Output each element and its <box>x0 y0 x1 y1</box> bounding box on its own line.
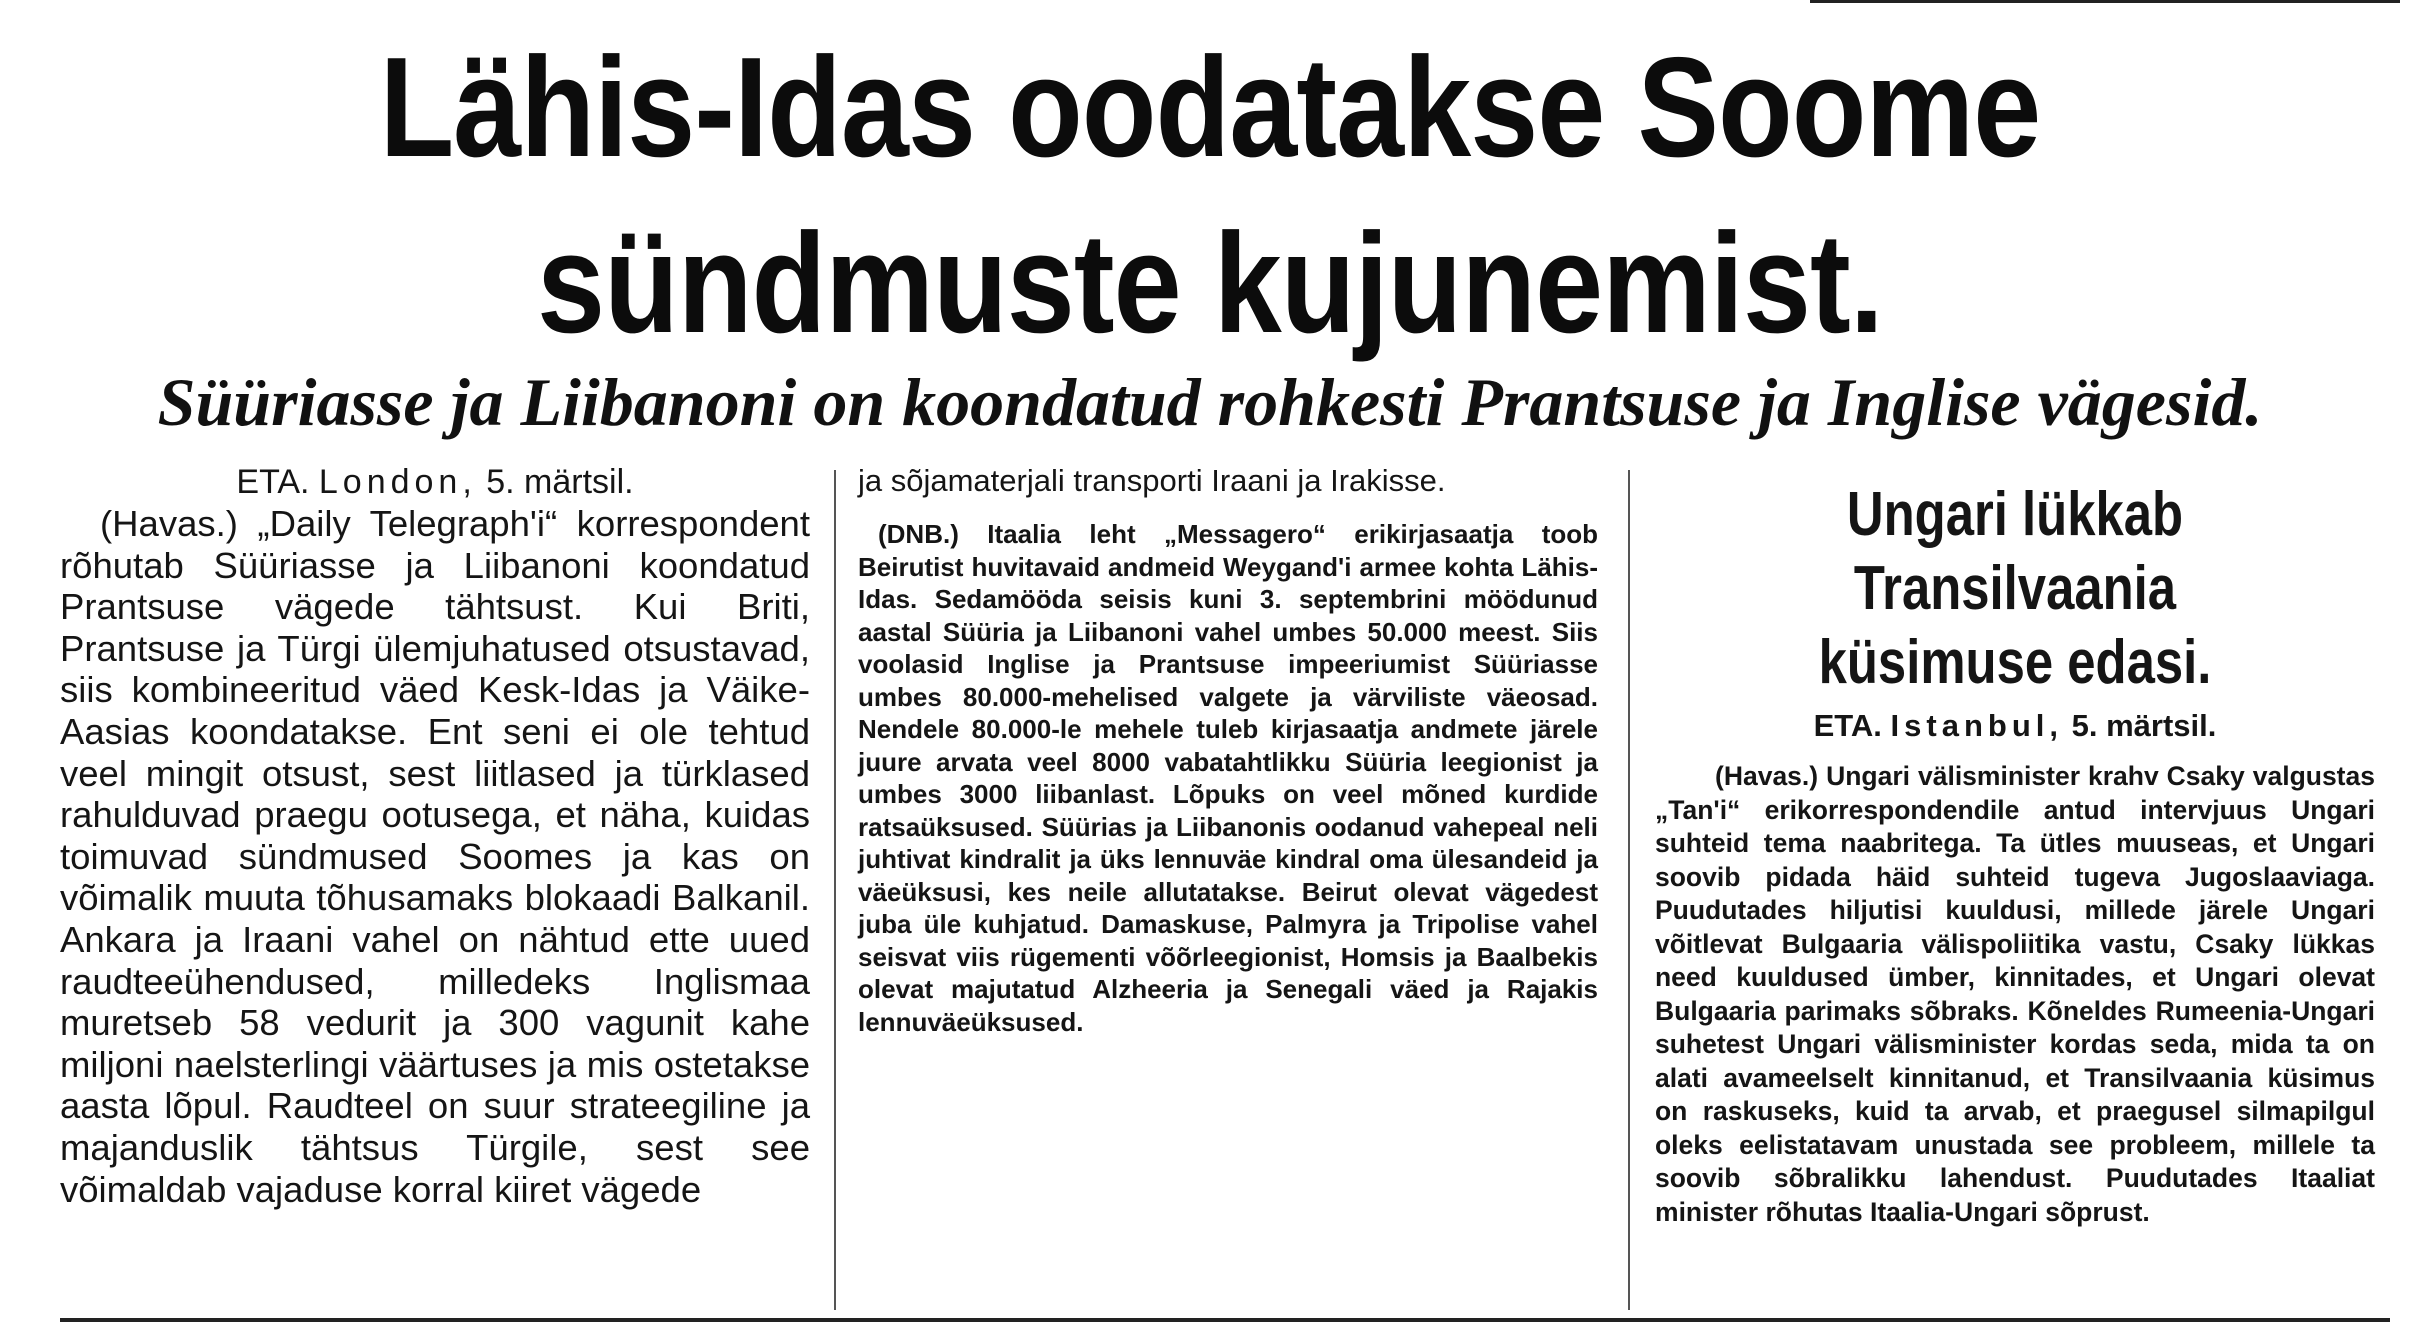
second-article-body: (Havas.) Ungari välisminister krahv Csaky valgustas „Tan'i“ erikorrespondendile antud intervjuus Ungari suhteid tema naabritega. Ta ütles muuseas, et Ungari soovib pidada häid suhteid tugeva Jugoslaaviaga. Puudutades hiljutisi kuuldusi, millede järele Ungari võitlevat Bulgaaria välispoliitika vastu, Csaky lükkas need kuuldused ümber, kinnitades, et Ungari olevat Bulgaaria parimaks sõbraks. Kõneldes Rumeenia-Ungari suhetest Ungari välisminister kordas seda, mida ta on alati avameelselt kinnitanud, et Transilvaania küsimus on raskuseks, kuid ta arvab, et praegusel silmapilgul oleks eelistatavam unustada see probleem, millele ta soovib sõbralikku lahendust. Puudutades Itaaliat minister rõhutas Itaalia-Ungari sõprust. <box>1655 761 2375 1227</box>
article-column-1 <box>60 462 810 1302</box>
dateline-city: London, <box>318 463 477 501</box>
main-headline-line-1: Lähis-Idas oodatakse Soome <box>379 28 2041 187</box>
second-article-headline <box>1720 478 2310 700</box>
column-rule-2 <box>1628 470 1630 1310</box>
article-column-3 <box>1655 462 2375 1302</box>
second-dateline-date: 5. märtsil. <box>2071 708 2217 743</box>
second-dateline-agency: ETA. <box>1813 708 1882 743</box>
second-headline-line-1: Ungari lükkab Transilvaania <box>1846 480 2184 623</box>
column-rule-1 <box>834 470 836 1310</box>
top-rule <box>1810 0 2400 3</box>
second-headline-line-2: küsimuse edasi. <box>1818 628 2212 697</box>
main-subheadline: Süüriasse ja Liibanoni on koondatud rohkesti Prantsuse ja Inglise vägesid. <box>157 364 2263 440</box>
dateline-date: 5. märtsil. <box>486 463 634 501</box>
main-article-body: (Havas.) „Daily Telegraph'i“ korrespondent rõhutab Süüriasse ja Liibanoni koondatud Prantsuse vägede tähtsust. Kui Briti, Prantsuse ja Türgi ülemjuhatused otsustavad, siis kombineeritud väed Kesk-Idas ja Väike-Aasias koondatakse. Ent seni ei ole tehtud veel mingit otsust, sest liitlased ja türklased rahulduvad praegu ootusega, et näha, kuidas toimuvad sündmused Soomes ja kas on võimalik muuta tõhusamaks blokaadi Balkanil. Ankara ja Iraani vahel on nähtud ette uued raudteeühendused, milledeks Inglismaa muretseb 58 vedurit ja 300 vagunit kahe miljoni naelsterlingi väärtuses ja mis ostetakse aasta lõpul. Raudteel on suur strateegiline ja majanduslik tähtsus Türgile, sest see võimaldab vajaduse korral kiiret vägede <box>60 503 810 1210</box>
dnb-report-paragraph: (DNB.) Itaalia leht „Messagero“ erikirjasaatja toob Beirutist huvitavaid andmeid Weygand'i armee kohta Lähis-Idas. Sedamööda seisis kuni 3. septembrini möödunud aastal Süüria ja Liibanoni vahel umbes 50.000 meest. Siis voolasid Inglise ja Prantsuse impeeriumist Süüriasse umbes 80.000-mehelised valgete ja värviliste väeosad. Nendele 80.000-le mehele tuleb kirjasaatja andmete järele juure arvata veel 8000 vabatahtlikku Süüria leegionist ja umbes 3000 liibanlast. Lõpuks on veel mõned kurdide ratsaüksused. Süürias ja Liibanonis oodanud vahepeal neli juhtivat kindralit ja üks lennuväe kindral oma ülesandeid ja väeüksusi, kes neile allutatakse. Beirut olevat vägedest juba üle kuhjatud. Damaskuse, Palmyra ja Tripolise vahel seisvat viis rügementi võõrleegionist, Homsis ja Baalbekis olevat majutatud Alzheeria ja Senegali väed ja Rajakis lennuväeüksused. <box>858 519 1598 1037</box>
second-dateline <box>1655 706 2375 746</box>
bottom-rule <box>60 1318 2390 1322</box>
main-article-continuation: ja sõjamaterjali transporti Iraani ja Irakisse. <box>858 463 1446 498</box>
second-dateline-city: Istanbul, <box>1890 708 2063 743</box>
dateline-agency: ETA. <box>236 463 310 501</box>
article-column-2 <box>858 462 1598 1302</box>
main-headline-line-2: sündmuste kujunemist. <box>537 204 1883 363</box>
main-headline <box>204 20 2216 372</box>
main-dateline <box>60 462 810 503</box>
